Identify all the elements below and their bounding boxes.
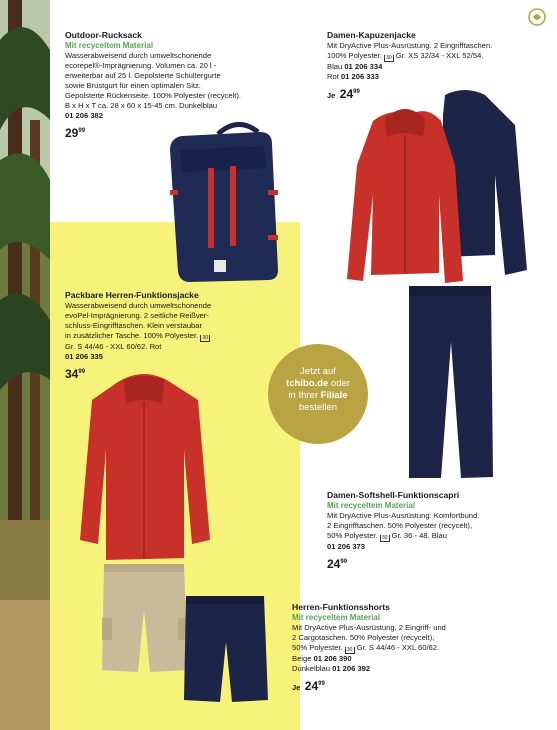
men-jacket-line-2: evoPel-Imprägnierung. 2 seitliche Reißver- [65,311,209,320]
backpack-title: Outdoor-Rucksack [65,30,142,40]
men-jacket-line-1: Wasserabweisend durch umweltschonende [65,301,212,310]
capri-article-number: 01 206 373 [327,542,366,551]
shorts-blue-variant: Dunkelblau 01 206 392 [292,664,371,673]
wash-30-icon: 30 [345,647,355,654]
shorts-title: Herren-Funktionsshorts [292,602,390,612]
wash-30-icon: 30 [380,535,390,542]
recycled-tag: Mit recyceltem Material [65,41,154,50]
shorts-description [292,602,537,695]
capri-size: 50% Polyester. 30 Gr. 36 - 48. Blau [327,531,447,541]
backpack-line-5: Gepolsterte Rückenseite. 100% Polyester (recycelt). [65,91,241,100]
hoodie-line-2: 100% Polyester. 30 Gr. XS 32/34 - XXL 52/54. [327,51,484,61]
men-jacket-price: $34^{99}$ [65,367,86,381]
men-jacket-title: Packbare Herren-Funktionsjacke [65,290,199,300]
backpack-price: $29^{99}$ [65,126,86,140]
tchibo-logo-icon [527,7,547,27]
men-jacket-image [78,370,213,570]
hoodie-jackets-image [345,85,530,285]
badge-line-3: in Ihrer Filiale [288,390,348,401]
capri-line-2: 2 Eingrifftaschen. 50% Polyester (recycelt), [327,521,473,530]
capri-pants-image [405,282,495,482]
capri-line-1: Mit DryActive Plus-Ausrüstung. Komfortbund. [327,511,480,520]
hoodie-price: Je $24^{99}$ [327,87,360,101]
hoodie-blue-variant: Blau 01 206 334 [327,62,383,71]
hoodie-jacket-title: Damen-Kapuzenjacke [327,30,416,40]
men-jacket-size: Gr. S 44/46 - XXL 60/62. Rot [65,342,162,351]
capri-description [327,490,552,571]
recycled-tag: Mit recyceltem Material [327,501,416,510]
badge-line-1: Jetzt auf [300,366,336,377]
backpack-line-1: Wasserabweisend durch umweltschonende [65,51,212,60]
men-jacket-article-number: 01 206 335 [65,352,104,361]
shorts-size: 50% Polyester. 30 Gr. S 44/46 - XXL 60/62. [292,643,440,653]
hoodie-red-variant: Rot 01 206 333 [327,72,379,81]
shorts-beige-variant: Beige 01 206 390 [292,654,352,663]
order-online-badge[interactable] [268,344,368,444]
wash-30-icon: 30 [200,335,210,342]
dark-blue-shorts-image [182,592,270,705]
capri-title: Damen-Softshell-Funktionscapri [327,490,460,500]
beige-shorts-image [100,560,190,675]
men-jacket-description [65,290,290,381]
backpack-line-2: ecorepel®-Imprägnierung. Volumen ca. 20 l - [65,61,217,70]
capri-price: $24^{99}$ [327,557,348,571]
badge-line-2: tchibo.de oder [286,378,350,389]
hoodie-line-1: Mit DryActive Plus-Ausrüstung. 2 Eingrifftaschen. [327,41,493,50]
backpack-image [160,120,285,285]
wash-30-icon: 30 [384,55,394,62]
shorts-price: Je $24^{99}$ [292,679,325,693]
forest-photo-strip [0,0,50,730]
recycled-tag: Mit recyceltem Material [292,613,381,622]
men-jacket-line-3: schluss-Eingrifftaschen. Klein verstaubar [65,321,203,330]
men-jacket-line-4: in zusätzlicher Tasche. 100% Polyester. 30 [65,331,290,342]
badge-line-4: bestellen [298,402,338,413]
shorts-line-1: Mit DryActive Plus-Ausrüstung. 2 Eingriff- und [292,623,446,632]
backpack-line-4: sowie Brustgurt für einen optimalen Sitz. [65,81,201,90]
backpack-article-number: 01 206 382 [65,111,104,120]
shorts-line-2: 2 Cargotaschen. 50% Polyester (recycelt), [292,633,435,642]
backpack-line-3: erweiterbar auf 25 l. Gepolsterte Schultergurte [65,71,221,80]
backpack-line-6: B x H x T ca. 28 x 60 x 15-45 cm. Dunkelblau [65,101,218,110]
